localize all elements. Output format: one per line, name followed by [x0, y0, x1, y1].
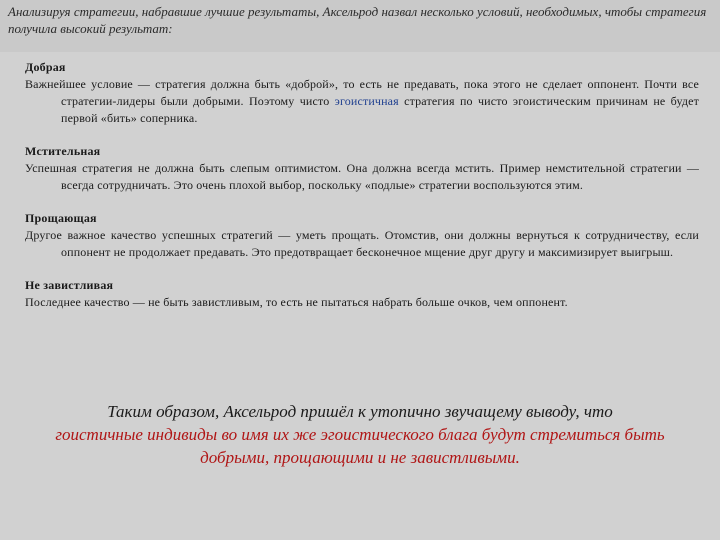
- conclusion-line-dark: Таким образом, Аксельрод пришёл к утопично звучащему выводу, что: [107, 402, 613, 421]
- condition-title: Добрая: [25, 60, 66, 74]
- condition-title: Прощающая: [25, 211, 97, 225]
- condition-text-end: стратегия по чисто эгоистическим причинам не будет первой «бить» соперника.: [61, 94, 700, 125]
- condition-forgiving: [25, 210, 699, 261]
- intro-text: Анализируя стратегии, набравшие лучшие результаты, Аксельрод назвал несколько условий, необходимых, чтобы стратегия получила высокий результат:: [8, 4, 707, 36]
- condition-title: Мстительная: [25, 144, 101, 158]
- condition-body: [25, 76, 699, 127]
- condition-body: Последнее качество — не быть завистливым, то есть не пытаться набрать больше очков, чем оппонент.: [25, 295, 568, 309]
- condition-body: Другое важное качество успешных стратегий — уметь прощать. Отомстив, они должны вернуться к сотрудничеству, если оппонент не продолжает предавать. Это предотвращает бесконечное мщение друг другу и максимизирует выигрыш.: [25, 228, 699, 259]
- condition-title: Не завистливая: [25, 278, 114, 292]
- egoistic-link[interactable]: эгоистичная: [334, 94, 399, 108]
- condition-good: [25, 59, 699, 127]
- conclusion: [30, 400, 690, 469]
- condition-vengeful: [25, 143, 699, 194]
- conditions-list: [25, 59, 699, 327]
- condition-text: Важнейшее условие — стратегия должна быть «доброй», то есть не предавать, пока этого не сделает оппонент. Почти все стратегии-лидеры были добрыми. Поэтому чисто: [25, 77, 699, 108]
- condition-body: Успешная стратегия не должна быть слепым оптимистом. Она должна всегда мстить. Пример немстительной стратегии — всегда сотрудничать. Это очень плохой выбор, поскольку «подлые» стратегии воспользуются этим.: [25, 161, 699, 192]
- condition-not-envious: [25, 277, 699, 311]
- conclusion-line-red: гоистичные индивиды во имя их же эгоистического блага будут стремиться быть добрыми, прощающими и не завистливыми.: [55, 425, 665, 467]
